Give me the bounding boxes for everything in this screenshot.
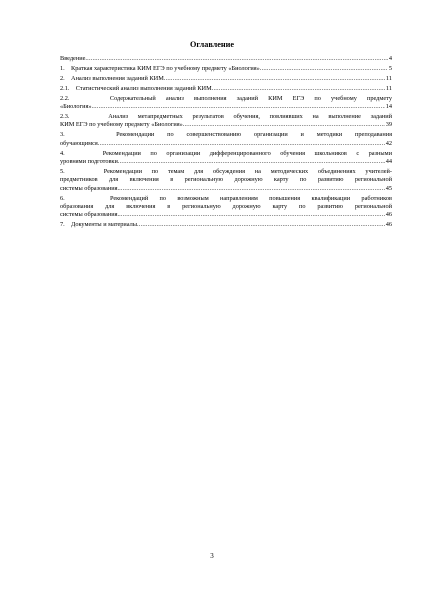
toc-entry-text: системы образования. ..... [60, 211, 385, 219]
toc-entry-line: 5. Рекомендации по темам для обсуждения на методических объединениях учителей- [60, 167, 392, 175]
toc-entry-line: предметников для включения в региональную дорожную карту по развитию региональной [60, 176, 392, 184]
toc-entry-2-1[interactable] [60, 85, 392, 93]
toc-entry-text: «Биология» ..... [60, 103, 385, 111]
toc-entry-4[interactable] [60, 150, 392, 167]
toc-entry-2[interactable] [60, 75, 392, 83]
table-of-contents [60, 55, 392, 230]
toc-entry-text: 2. Анализ выполнения заданий КИМ ..... [60, 75, 385, 83]
page-number: 3 [210, 552, 214, 560]
toc-entry-text: обучающимся ..... [60, 140, 385, 148]
toc-entry-text: 2.1. Статистический анализ выполнения заданий КИМ ..... [60, 85, 385, 93]
toc-entry-line: 4. Рекомендации по организации дифференцированного обучения школьников с разными [60, 149, 392, 157]
toc-entry-5[interactable] [60, 168, 392, 193]
toc-entry-page: 14 [385, 103, 392, 111]
toc-entry-1[interactable] [60, 65, 392, 73]
toc-entry-page: 46 [385, 221, 392, 229]
toc-entry-line: 2.3. Анализ метапредметных результатов обучения, повлиявших на выполнение заданий [60, 112, 392, 120]
toc-entry-7[interactable] [60, 221, 392, 229]
toc-entry-text: Введение ..... [60, 55, 388, 63]
toc-entry-text: КИМ ЕГЭ по учебному предмету «Биология» ..... [60, 121, 385, 129]
toc-title: Оглавление [190, 40, 234, 49]
toc-entry-text: 1. Краткая характеристика КИМ ЕГЭ по учебному предмету «Биология» ..... [60, 65, 388, 73]
toc-entry-page: 4 [388, 55, 392, 62]
toc-entry-page: 44 [385, 157, 392, 165]
toc-entry-page: 11 [385, 74, 392, 82]
toc-entry-6[interactable] [60, 195, 392, 220]
toc-entry-text: уровнями подготовки ..... [60, 158, 385, 166]
toc-entry-line: образования для включения в региональную дорожную карту по развитию региональной [60, 203, 392, 210]
toc-entry-page: 5 [388, 64, 392, 72]
toc-entry-line: 2.2. Содержательный анализ выполнения заданий КИМ ЕГЭ по учебному предмету [60, 94, 392, 102]
toc-entry-2-2[interactable] [60, 95, 392, 112]
toc-entry-3[interactable] [60, 131, 392, 148]
toc-entry-page: 46 [385, 211, 392, 219]
toc-entry-line: 3. Рекомендации по совершенствованию организации и методики преподавания [60, 131, 392, 139]
toc-entry-text: 7. Документы и материалы ..... [60, 221, 385, 229]
toc-entry-page: 39 [385, 121, 392, 129]
toc-entry-2-3[interactable] [60, 113, 392, 130]
toc-entry-page: 42 [385, 139, 392, 147]
toc-entry-page: 45 [385, 184, 392, 192]
toc-entry-line: 6. Рекомендаций по возможным направлениям повышения квалификации работников [60, 194, 392, 202]
toc-entry-page: 11 [385, 84, 392, 92]
toc-entry-intro[interactable] [60, 55, 392, 63]
toc-entry-text: системы образования. ..... [60, 185, 385, 193]
